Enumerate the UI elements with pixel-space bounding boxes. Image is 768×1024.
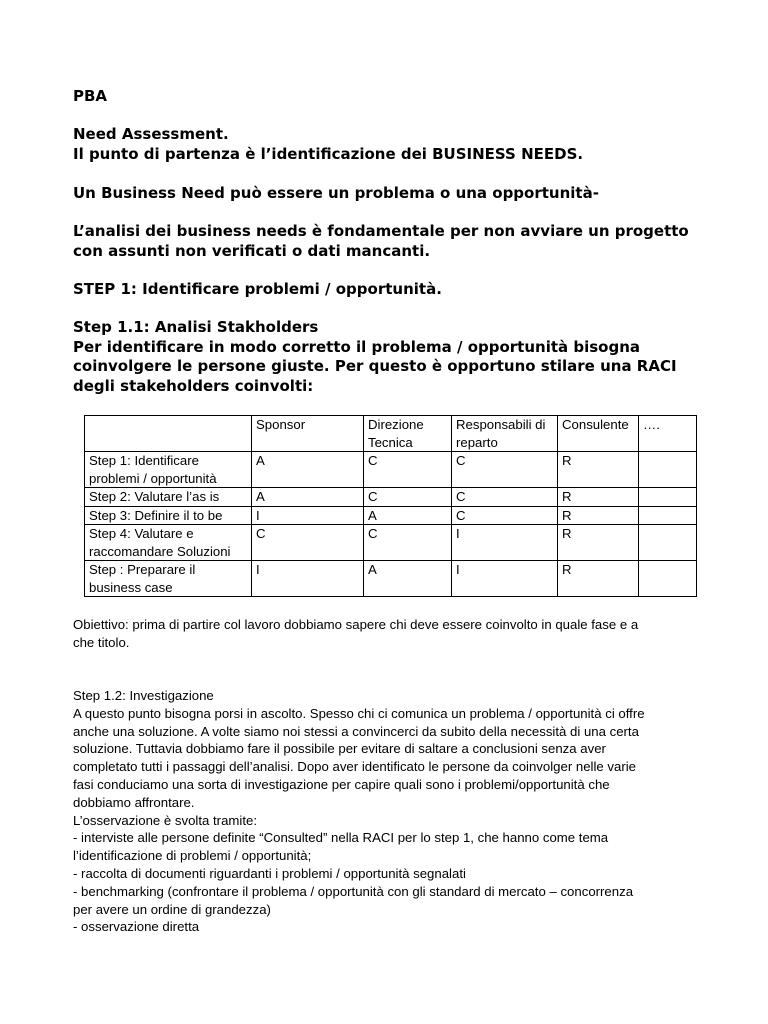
step1-heading: STEP 1: Identificare problemi / opportunità. [73,280,442,298]
intro-line-3b: con assunti non verificati o dati mancanti. [73,242,431,260]
step12-line: - osservazione diretta [73,919,200,935]
raci-cell: Step 1: Identificare problemi / opportunità [85,452,252,488]
objective-line-2: che titolo. [73,635,130,650]
step12-line: dobbiamo affrontare. [73,794,195,810]
raci-cell: R [558,488,639,507]
step11-heading: Step 1.1: Analisi Stakholders [73,318,319,336]
raci-cell: C [452,488,558,507]
raci-cell: I [452,561,558,597]
step12-line: soluzione. Tuttavia dobbiamo fare il possibile per evitare di saltare a conclusioni senza aver [73,741,606,757]
raci-cell: A [252,452,364,488]
step12-section [73,687,723,936]
raci-cell: C [364,525,452,561]
raci-table [84,415,697,597]
step11-line-1: Per identificare in modo corretto il problema / opportunità bisogna [73,338,641,356]
step12-line: A questo punto bisogna porsi in ascolto. Spesso chi ci comunica un problema / opportunità ci offre [73,705,645,721]
raci-cell: C [364,452,452,488]
raci-cell: Step 4: Valutare e raccomandare Soluzioni [85,525,252,561]
doc-title: PBA [73,87,108,105]
raci-header-row [85,416,697,452]
raci-cell: Step 3: Definire il to be [85,506,252,525]
raci-cell: R [558,561,639,597]
objective-line-1: Obiettivo: prima di partire col lavoro dobbiamo sapere chi deve essere coinvolto in quale fase e a [73,617,639,632]
raci-cell [639,452,697,488]
raci-row [85,525,697,561]
step12-line: anche una soluzione. A volte siamo noi stessi a convincerci da subito della necessità di una certa [73,723,639,739]
raci-cell: C [452,452,558,488]
raci-cell: I [252,506,364,525]
step12-heading: Step 1.2: Investigazione [73,688,214,703]
need-assessment-heading: Need Assessment. [73,125,229,143]
raci-header-cell: Consulente [558,416,639,452]
step12-line: per avere un ordine di grandezza) [73,901,271,917]
step12-line: completato tutti i passaggi dell’analisi. Dopo aver identificato le persone da coinvolger nelle varie [73,759,636,775]
raci-cell: C [252,525,364,561]
step12-line: l’identificazione di problemi / opportunità; [73,848,312,864]
intro-line-2: Un Business Need può essere un problema o una opportunità- [73,184,599,202]
raci-cell [639,525,697,561]
raci-row [85,488,697,507]
intro-line-1: Il punto di partenza è l’identificazione dei BUSINESS NEEDS. [73,145,584,163]
intro-line-3a: L’analisi dei business needs è fondamentale per non avviare un progetto [73,222,689,240]
raci-cell: A [252,488,364,507]
raci-cell: R [558,452,639,488]
raci-cell: Step 2: Valutare l’as is [85,488,252,507]
raci-header-cell [85,416,252,452]
raci-cell: R [558,506,639,525]
raci-cell: C [364,488,452,507]
raci-cell: R [558,525,639,561]
raci-cell: I [252,561,364,597]
raci-row [85,506,697,525]
raci-row [85,452,697,488]
step12-line: - benchmarking (confrontare il problema / opportunità con gli standard di mercato – concorrenza [73,883,634,899]
raci-header-cell: …. [639,416,697,452]
raci-cell: Step : Preparare il business case [85,561,252,597]
raci-cell: A [364,561,452,597]
raci-cell: A [364,506,452,525]
step12-line: - interviste alle persone definite “Consulted” nella RACI per lo step 1, che hanno come tema [73,830,609,846]
raci-cell: I [452,525,558,561]
raci-header-cell: Sponsor [252,416,364,452]
raci-header-cell: Direzione Tecnica [364,416,452,452]
raci-row [85,561,697,597]
step12-line: L’osservazione è svolta tramite: [73,812,257,828]
raci-header-cell: Responsabili di reparto [452,416,558,452]
step12-line: fasi conduciamo una sorta di investigazione per capire quali sono i problemi/opportunità che [73,776,610,792]
raci-cell [639,488,697,507]
raci-cell [639,561,697,597]
raci-cell [639,506,697,525]
step11-line-3: degli stakeholders coinvolti: [73,377,314,395]
raci-cell: C [452,506,558,525]
step12-line: - raccolta di documenti riguardanti i problemi / opportunità segnalati [73,865,466,881]
step11-line-2: coinvolgere le persone giuste. Per questo è opportuno stilare una RACI [73,357,677,375]
